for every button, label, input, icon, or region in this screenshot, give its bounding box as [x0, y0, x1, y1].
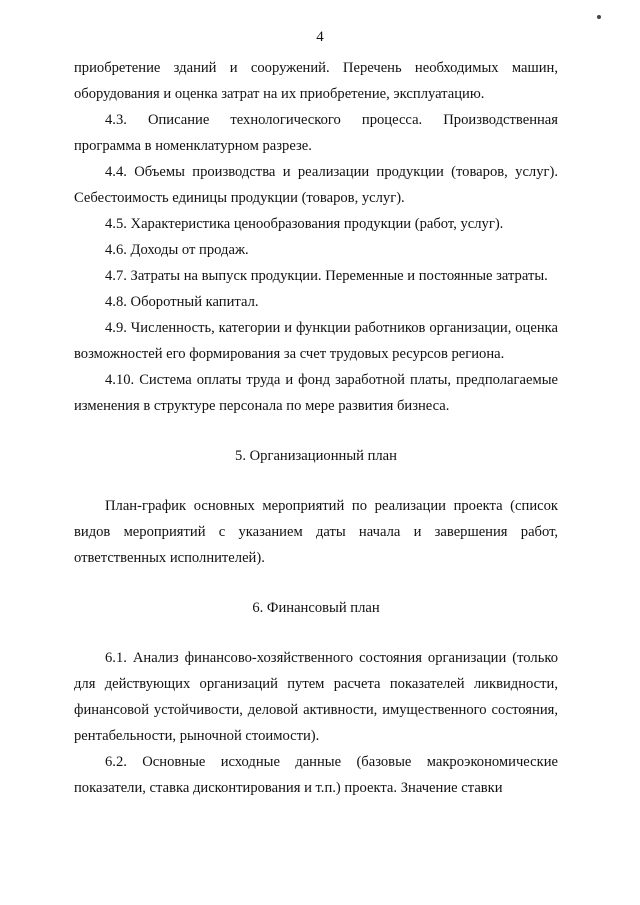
paragraph-6-1: 6.1. Анализ финансово-хозяйственного состояния организации (только для действующих организаций путем расчета показателей ликвидности, финансовой устойчивости, деловой активности, имущественного состояния, рентабельности, рыночной стоимости).	[74, 650, 558, 744]
spacer	[74, 469, 558, 493]
paragraph-4-6: 4.6. Доходы от продаж.	[105, 242, 249, 258]
section-5-heading: 5. Организационный план	[235, 448, 397, 464]
paragraph-4-10: 4.10. Система оплаты труда и фонд заработной платы, предполагаемые изменения в структуре персонала по мере развития бизнеса.	[74, 372, 558, 414]
paragraph-6-2: 6.2. Основные исходные данные (базовые макроэкономические показатели, ставка дисконтирования и т.п.) проекта. Значение ставки	[74, 754, 558, 796]
paragraph-4-7: 4.7. Затраты на выпуск продукции. Переменные и постоянные затраты.	[105, 268, 548, 284]
paragraph-4-3: 4.3. Описание технологического процесса. Производственная программа в номенклатурном разрезе.	[74, 112, 558, 154]
page-number: 4	[316, 29, 324, 45]
paragraph-continuation: приобретение зданий и сооружений. Перечень необходимых машин, оборудования и оценка затрат на их приобретение, эксплуатацию.	[74, 60, 558, 102]
document-body	[74, 55, 558, 801]
paragraph-4-5: 4.5. Характеристика ценообразования продукции (работ, услуг).	[105, 216, 504, 232]
section-6-heading: 6. Финансовый план	[252, 600, 380, 616]
scan-mark	[597, 15, 601, 19]
paragraph-4-4: 4.4. Объемы производства и реализации продукции (товаров, услуг). Себестоимость единицы продукции (товаров, услуг).	[74, 164, 558, 206]
spacer	[74, 419, 558, 443]
spacer	[74, 621, 558, 645]
paragraph-4-9: 4.9. Численность, категории и функции работников организации, оценка возможностей его формирования за счет трудовых ресурсов региона.	[74, 320, 558, 362]
paragraph-4-8: 4.8. Оборотный капитал.	[105, 294, 259, 310]
spacer	[74, 571, 558, 595]
section-5-paragraph: План-график основных мероприятий по реализации проекта (список видов мероприятий с указанием даты начала и завершения работ, ответственных исполнителей).	[74, 498, 558, 566]
